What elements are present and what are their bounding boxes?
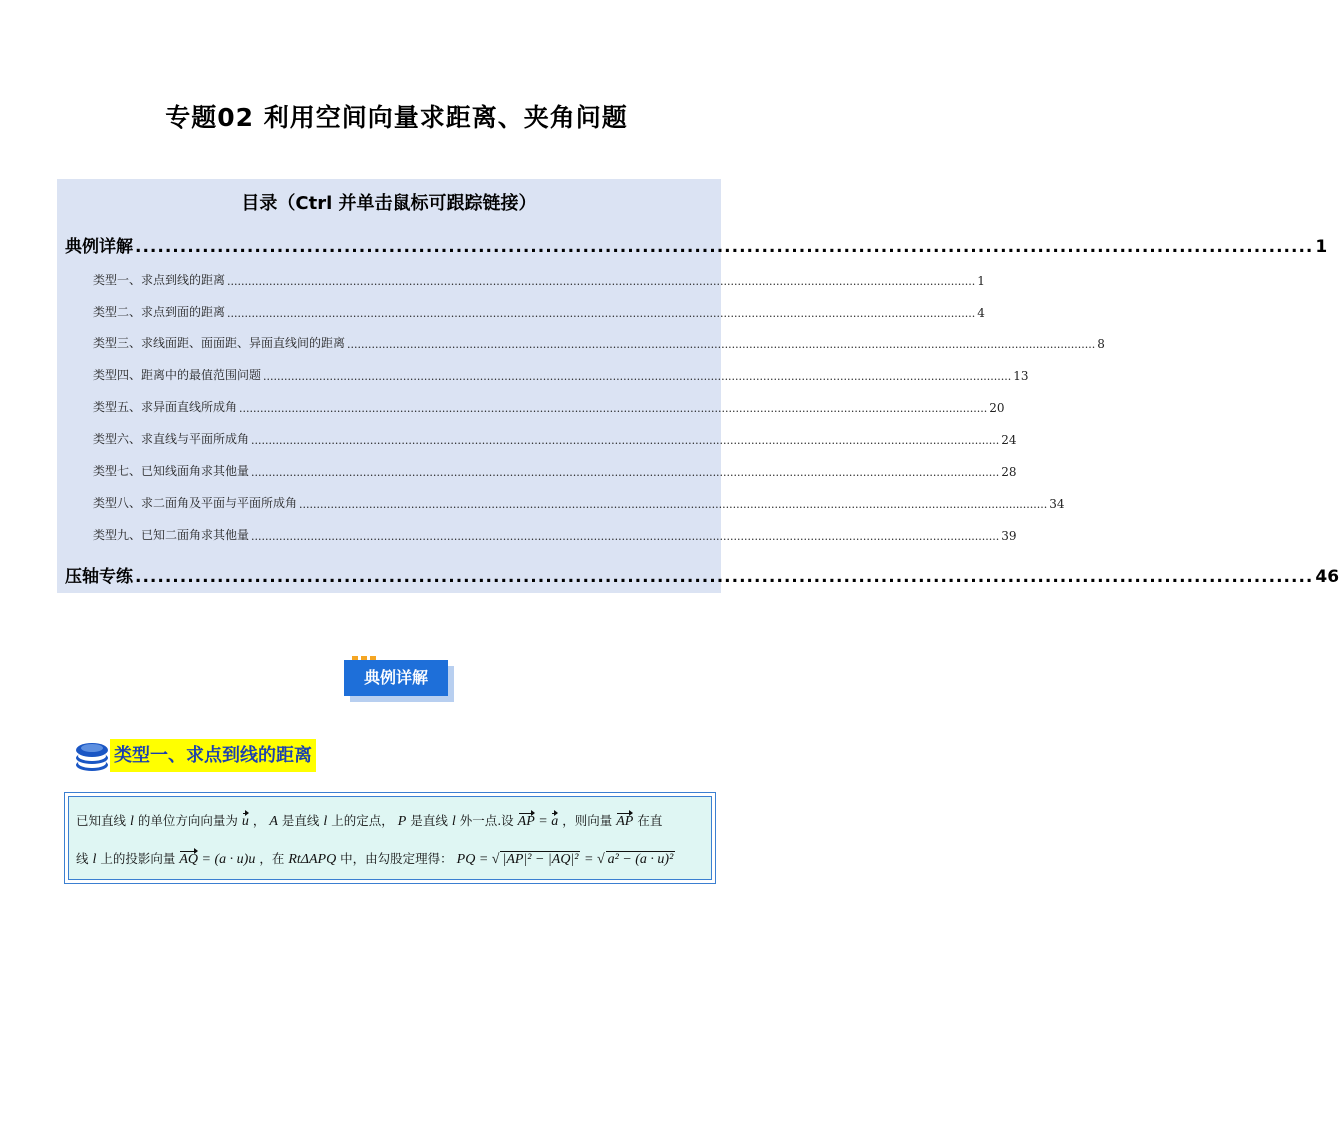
toc-item-label: 类型六、求直线与平面所成角 xyxy=(93,432,250,446)
projection-formula: = (a · u)u xyxy=(198,852,256,867)
toc-item-page: 4 xyxy=(977,306,985,320)
toc-item-label: 压轴专练 xyxy=(65,567,133,587)
toc-item-type-7[interactable] xyxy=(93,462,1017,479)
toc-item-page: 46 xyxy=(1315,567,1339,587)
toc-item-page: 13 xyxy=(1013,369,1029,383)
toc-item-label: 类型三、求线面距、面面距、异面直线间的距离 xyxy=(93,336,346,350)
toc-item-type-3[interactable] xyxy=(93,334,1105,351)
toc-item-type-1[interactable] xyxy=(93,271,985,288)
sqrt-expression-1: |AP|² − |AQ|² xyxy=(502,852,579,867)
math-line-l: l xyxy=(451,814,456,829)
sqrt-symbol: √ xyxy=(491,852,500,867)
text-segment: ，则向量 xyxy=(562,813,613,828)
toc-leader-dots: ...................................................................................................................................................................................................................... xyxy=(251,530,1000,543)
definition-box xyxy=(64,792,716,884)
text-segment: 在直 xyxy=(637,813,663,828)
toc-leader-dots: ...................................................................................................................................................................................................................... xyxy=(251,466,1000,479)
toc-item-type-5[interactable] xyxy=(93,398,1005,415)
text-segment: 上的定点， xyxy=(331,813,394,828)
toc-item-page: 1 xyxy=(1315,237,1328,257)
toc-leader-dots: ...................................................................................................................................................................................................................... xyxy=(239,402,988,415)
text-segment: 线 xyxy=(76,851,89,866)
toc-heading: 目录（Ctrl 并单击鼠标可跟踪链接） xyxy=(241,193,537,214)
math-equals: = xyxy=(534,814,552,829)
text-segment: ， xyxy=(252,813,266,828)
math-point-p: P xyxy=(397,814,407,829)
definition-box-inner xyxy=(68,796,712,880)
distance-pq: PQ = xyxy=(456,852,492,867)
document-title: 专题02 利用空间向量求距离、夹角问题 xyxy=(165,103,628,132)
vector-u: u xyxy=(241,814,249,829)
toc-item-page: 1 xyxy=(977,274,985,288)
math-point-a: A xyxy=(269,814,278,829)
toc-leader-dots: ...................................................................................................................................................................................................................... xyxy=(251,434,1000,447)
vector-ap: AP xyxy=(517,814,535,829)
toc-item-label: 类型二、求点到面的距离 xyxy=(93,305,226,319)
toc-item-label: 类型四、距离中的最值范围问题 xyxy=(93,368,262,382)
toc-item-label: 类型一、求点到线的距离 xyxy=(93,273,226,287)
math-equals: = xyxy=(580,852,597,867)
toc-leader-dots: ...................................................................................................................................................................................................................... xyxy=(347,338,1096,351)
definition-line-2 xyxy=(76,849,675,868)
sqrt-symbol: √ xyxy=(596,852,605,867)
toc-item-challenge[interactable] xyxy=(65,562,1339,587)
toc-item-label: 类型七、已知线面角求其他量 xyxy=(93,464,250,478)
math-line-l: l xyxy=(92,852,97,867)
toc-leader-dots: .............................................................................................................................................................. xyxy=(135,567,1314,587)
table-of-contents xyxy=(57,179,1339,593)
toc-leader-dots: ...................................................................................................................................................................................................................... xyxy=(227,275,976,288)
toc-item-label: 类型九、已知二面角求其他量 xyxy=(93,528,250,542)
toc-item-page: 24 xyxy=(1001,433,1017,447)
right-triangle-apq: RtΔAPQ xyxy=(288,852,337,867)
toc-item-type-4[interactable] xyxy=(93,366,1029,383)
text-segment: ，在 xyxy=(259,851,285,866)
toc-item-type-8[interactable] xyxy=(93,494,1065,511)
toc-item-page: 28 xyxy=(1001,465,1017,479)
text-segment: 外一点.设 xyxy=(459,813,514,828)
text-segment: 中，由勾股定理得： xyxy=(340,851,453,866)
toc-item-label: 典例详解 xyxy=(65,237,133,257)
toc-leader-dots: ...................................................................................................................................................................................................................... xyxy=(227,307,976,320)
toc-item-label: 类型五、求异面直线所成角 xyxy=(93,400,238,414)
vector-a: a xyxy=(551,814,559,829)
toc-leader-dots: ...................................................................................................................................................................................................................... xyxy=(263,370,1012,383)
toc-leader-dots: .............................................................................................................................................................. xyxy=(135,237,1314,257)
section-title: 类型一、求点到线的距离 xyxy=(110,739,316,772)
vector-aq: AQ xyxy=(179,852,199,867)
toc-leader-dots: ...................................................................................................................................................................................................................... xyxy=(299,498,1048,511)
sqrt-expression-2: a² − (a · u)² xyxy=(607,852,674,867)
math-line-l: l xyxy=(323,814,328,829)
toc-item-type-6[interactable] xyxy=(93,430,1017,447)
section-badge xyxy=(344,660,454,702)
math-line-l: l xyxy=(130,814,134,829)
toc-item-page: 39 xyxy=(1001,529,1017,543)
section-badge-label: 典例详解 xyxy=(344,660,448,696)
toc-item-page: 8 xyxy=(1097,337,1105,351)
toc-item-examples[interactable] xyxy=(65,232,1328,257)
toc-item-type-2[interactable] xyxy=(93,303,985,320)
books-stack-icon xyxy=(74,738,110,772)
toc-item-type-9[interactable] xyxy=(93,526,1017,543)
badge-decoration xyxy=(352,656,376,660)
text-segment: 的单位方向向量为 xyxy=(137,813,238,828)
toc-item-page: 34 xyxy=(1049,497,1065,511)
text-segment: 上的投影向量 xyxy=(100,851,176,866)
definition-line-1 xyxy=(76,811,662,830)
toc-item-label: 类型八、求二面角及平面与平面所成角 xyxy=(93,496,298,510)
text-segment: 是直线 xyxy=(281,813,320,828)
text-segment: 是直线 xyxy=(410,813,448,828)
vector-ap: AP xyxy=(616,814,634,829)
text-segment: 已知直线 xyxy=(76,813,127,828)
toc-item-page: 20 xyxy=(989,401,1005,415)
